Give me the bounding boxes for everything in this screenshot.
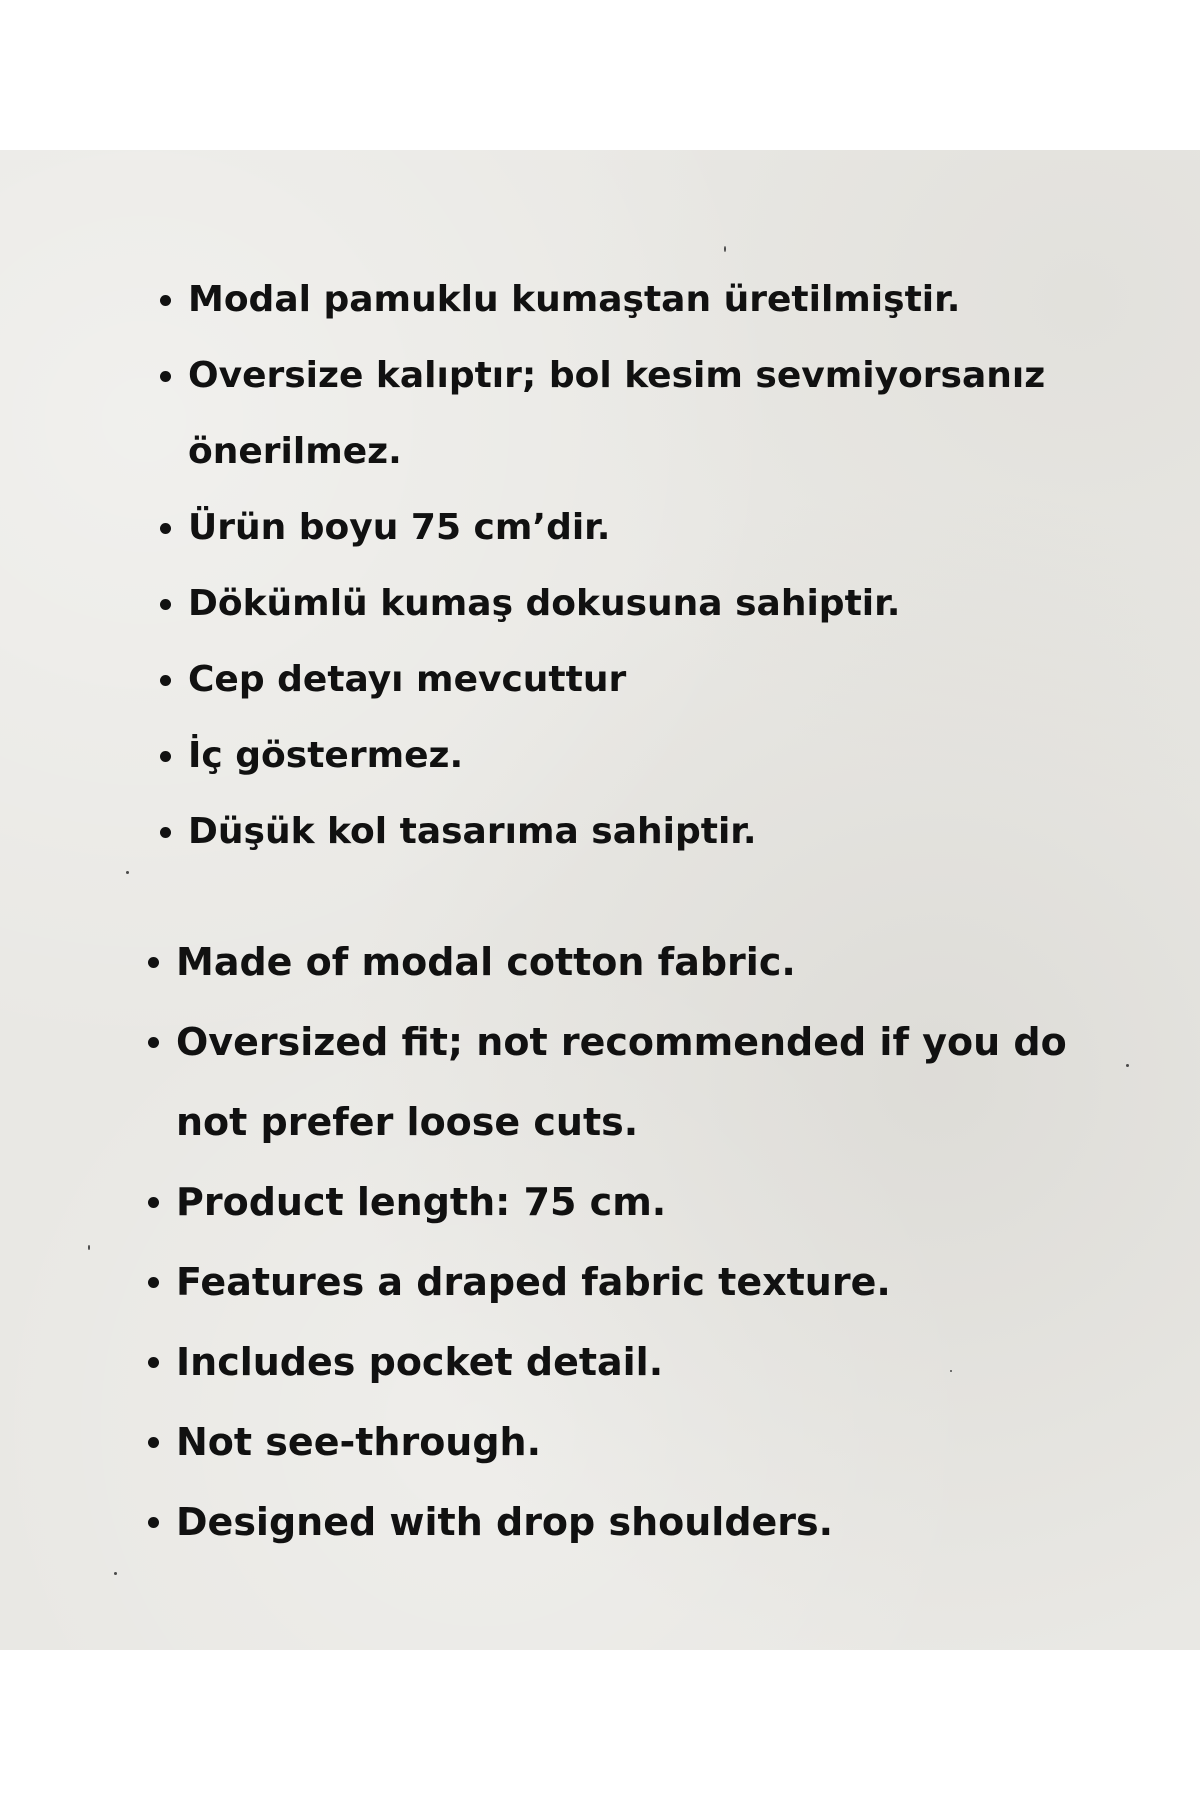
list-item: Oversize kalıptır; bol kesim sevmiyorsanız önerilmez.: [160, 338, 1120, 490]
list-item: Made of modal cotton fabric.: [148, 922, 1138, 1002]
list-item: Oversized fit; not recommended if you do not prefer loose cuts.: [148, 1002, 1138, 1162]
list-item: Modal pamuklu kumaştan üretilmiştir.: [160, 262, 1120, 338]
list-item: Includes pocket detail.: [148, 1322, 1138, 1402]
list-item: Cep detayı mevcuttur: [160, 642, 1120, 718]
list-item: Düşük kol tasarıma sahiptir.: [160, 794, 1120, 870]
list-item: Ürün boyu 75 cm’dir.: [160, 490, 1120, 566]
turkish-feature-list: [160, 262, 1120, 870]
list-item: İç göstermez.: [160, 718, 1120, 794]
list-item: Designed with drop shoulders.: [148, 1482, 1138, 1562]
list-item: Not see-through.: [148, 1402, 1138, 1482]
list-item: Features a draped fabric texture.: [148, 1242, 1138, 1322]
list-item: Dökümlü kumaş dokusuna sahiptir.: [160, 566, 1120, 642]
list-item: Product length: 75 cm.: [148, 1162, 1138, 1242]
english-feature-list: [148, 922, 1138, 1562]
